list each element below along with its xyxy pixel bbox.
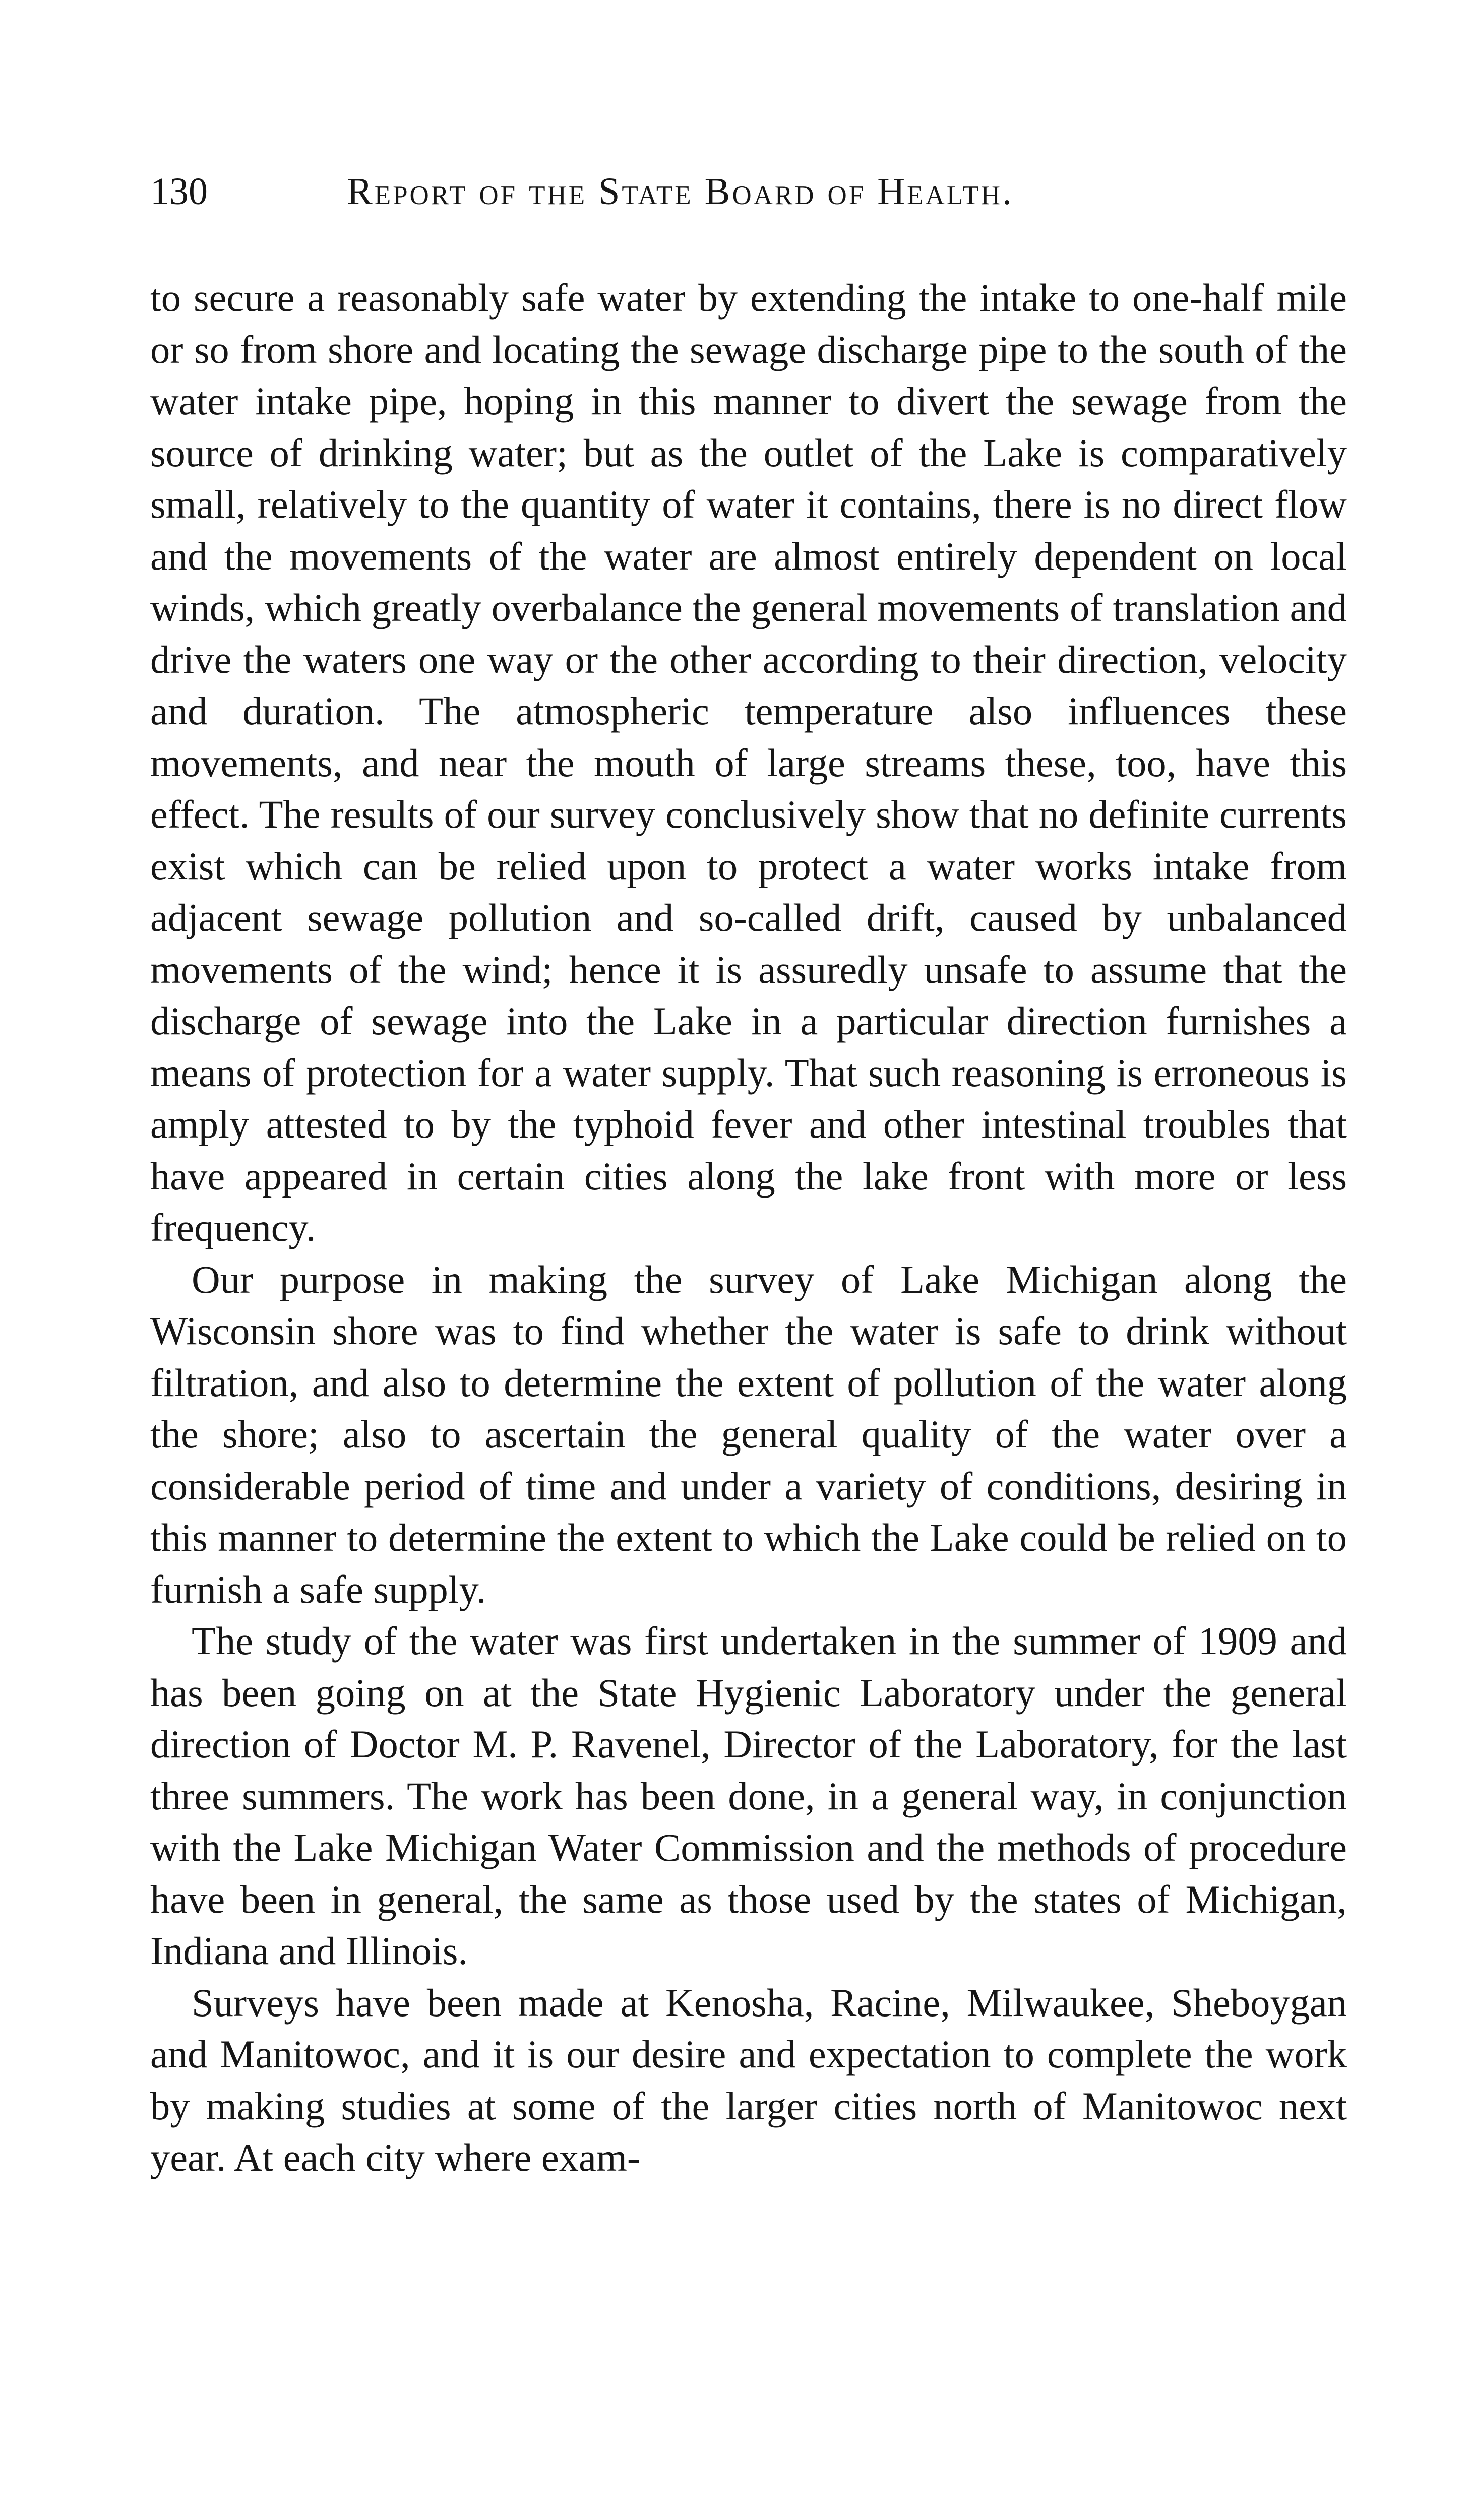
running-head: Report of the State Board of Health.	[347, 170, 1014, 213]
paragraph-continuation: to secure a reasonably safe water by extending the intake to one-half mile or so from shore and locating the sewage discharge pipe to the south of the water intake pipe, hoping in this manner to divert the sewage from the source of drinking water; but as the outlet of the Lake is comparatively small, relatively to the quantity of water it contains, there is no direct flow and the movements of the water are almost entirely dependent on local winds, which greatly overbalance the general movements of translation and drive the waters one way or the other according to their direction, velocity and duration. The atmospheric temperature also influences these movements, and near the mouth of large streams these, too, have this effect. The results of our survey conclusively show that no definite currents exist which can be relied upon to protect a water works intake from adjacent sewage pollution and so-called drift, caused by unbalanced movements of the wind; hence it is assuredly unsafe to assume that the discharge of sewage into the Lake in a particular direction furnishes a means of protection for a water supply. That such reasoning is erroneous is amply attested to by the typhoid fever and other intestinal troubles that have appeared in certain cities along the lake front with more or less frequency.	[150, 276, 1347, 1249]
paragraph-survey-purpose: Our purpose in making the survey of Lake Michigan along the Wisconsin shore was to find whether the water is safe to drink without filtration, and also to determine the extent of pollution of the water along the shore; also to ascertain the general quality of the water over a considerable period of time and under a variety of conditions, desiring in this manner to determine the extent to which the Lake could be relied on to furnish a safe supply.	[150, 1257, 1347, 1611]
paragraph-surveys-made: Surveys have been made at Kenosha, Racine, Milwaukee, Sheboygan and Manitowoc, and it is our desire and expectation to complete the work by making studies at some of the larger cities north of Manitowoc next year. At each city where exam-	[150, 1980, 1347, 2179]
body-text	[150, 272, 1347, 2184]
page-header	[150, 166, 1360, 227]
paragraph-study-history: The study of the water was first undertaken in the summer of 1909 and has been going on at the State Hygienic Laboratory under the general direction of Doctor M. P. Ravenel, Director of the Laboratory, for the last three summers. The work has been done, in a general way, in conjunction with the Lake Michigan Water Commission and the methods of procedure have been in general, the same as those used by the states of Michigan, Indiana and Illinois.	[150, 1619, 1347, 1973]
page-number: 130	[150, 170, 208, 213]
